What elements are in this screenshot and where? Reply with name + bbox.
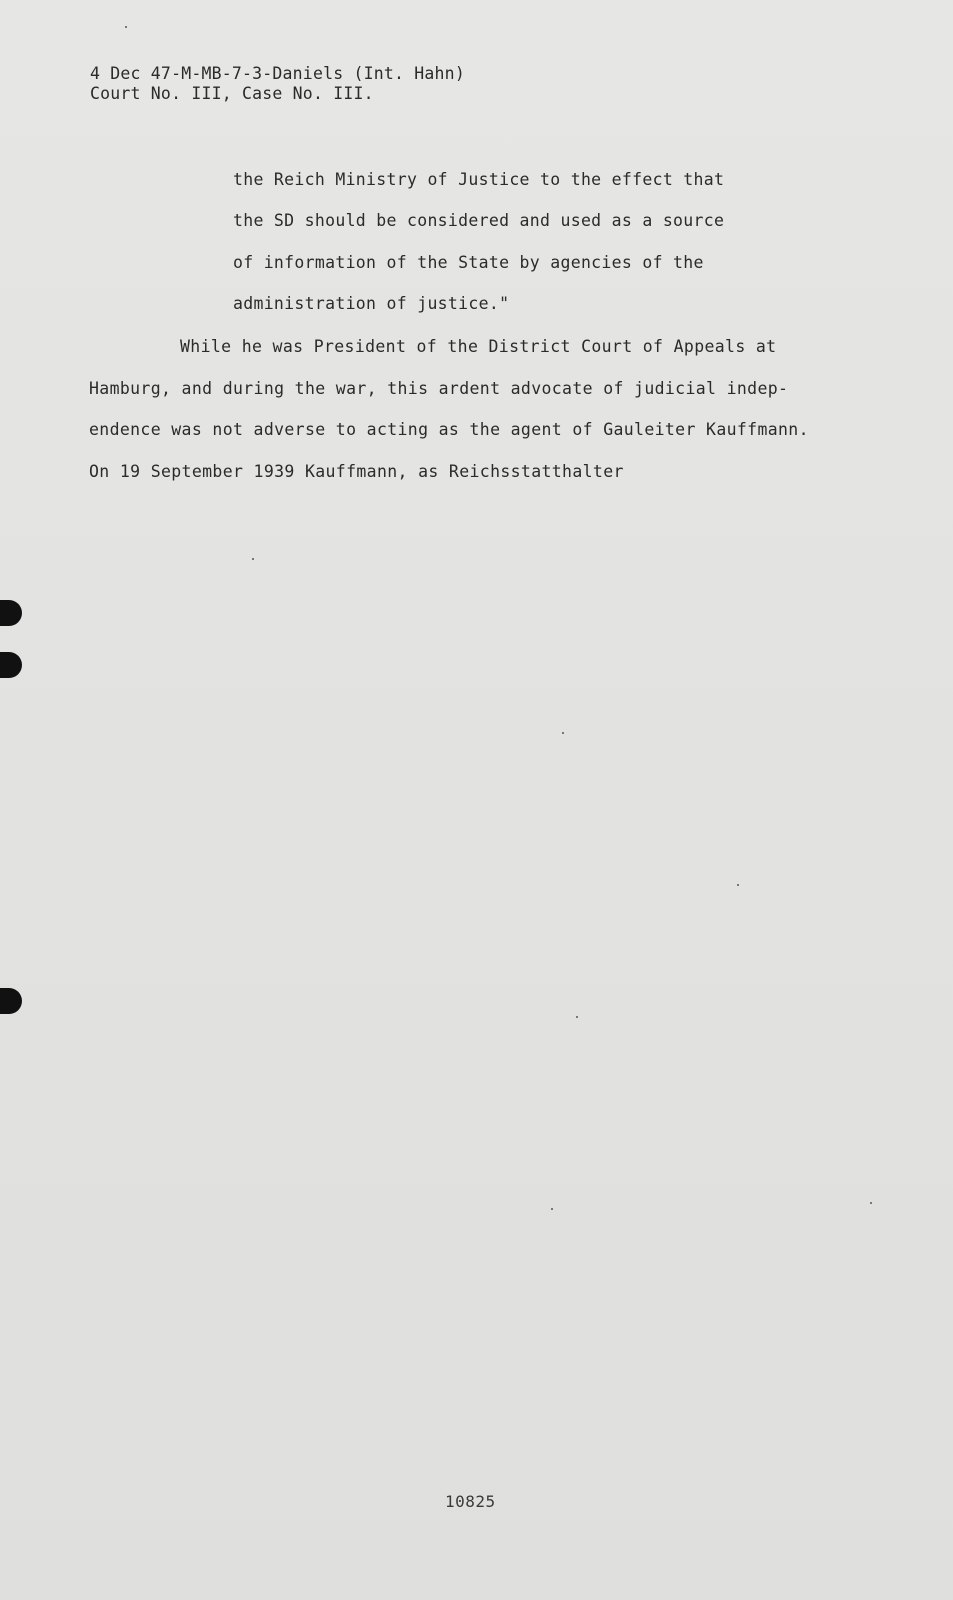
paper-speck bbox=[562, 732, 564, 734]
body-line: While he was President of the District Court of Appeals at bbox=[180, 337, 777, 356]
quote-line: the Reich Ministry of Justice to the effect that bbox=[233, 170, 725, 189]
punch-hole bbox=[0, 988, 22, 1014]
quote-line: the SD should be considered and used as a source bbox=[233, 211, 725, 230]
punch-hole bbox=[0, 652, 22, 678]
header-reference-line: 4 Dec 47-M-MB-7-3-Daniels (Int. Hahn) bbox=[90, 64, 465, 83]
body-line: Hamburg, and during the war, this ardent advocate of judicial indep- bbox=[89, 379, 789, 398]
paper-speck bbox=[551, 1208, 553, 1210]
page-number: 10825 bbox=[445, 1492, 496, 1511]
paper-speck bbox=[125, 26, 127, 28]
body-line: endence was not adverse to acting as the agent of Gauleiter Kauffmann. bbox=[89, 420, 809, 439]
paper-speck bbox=[576, 1016, 578, 1018]
paper-speck bbox=[870, 1202, 872, 1204]
header-court-line: Court No. III, Case No. III. bbox=[90, 84, 374, 103]
quote-line: of information of the State by agencies of the bbox=[233, 253, 704, 272]
punch-hole bbox=[0, 600, 22, 626]
quote-line: administration of justice." bbox=[233, 294, 510, 313]
paper-speck bbox=[252, 558, 254, 560]
body-line: On 19 September 1939 Kauffmann, as Reichsstatthalter bbox=[89, 462, 624, 481]
paper-speck bbox=[737, 884, 739, 886]
